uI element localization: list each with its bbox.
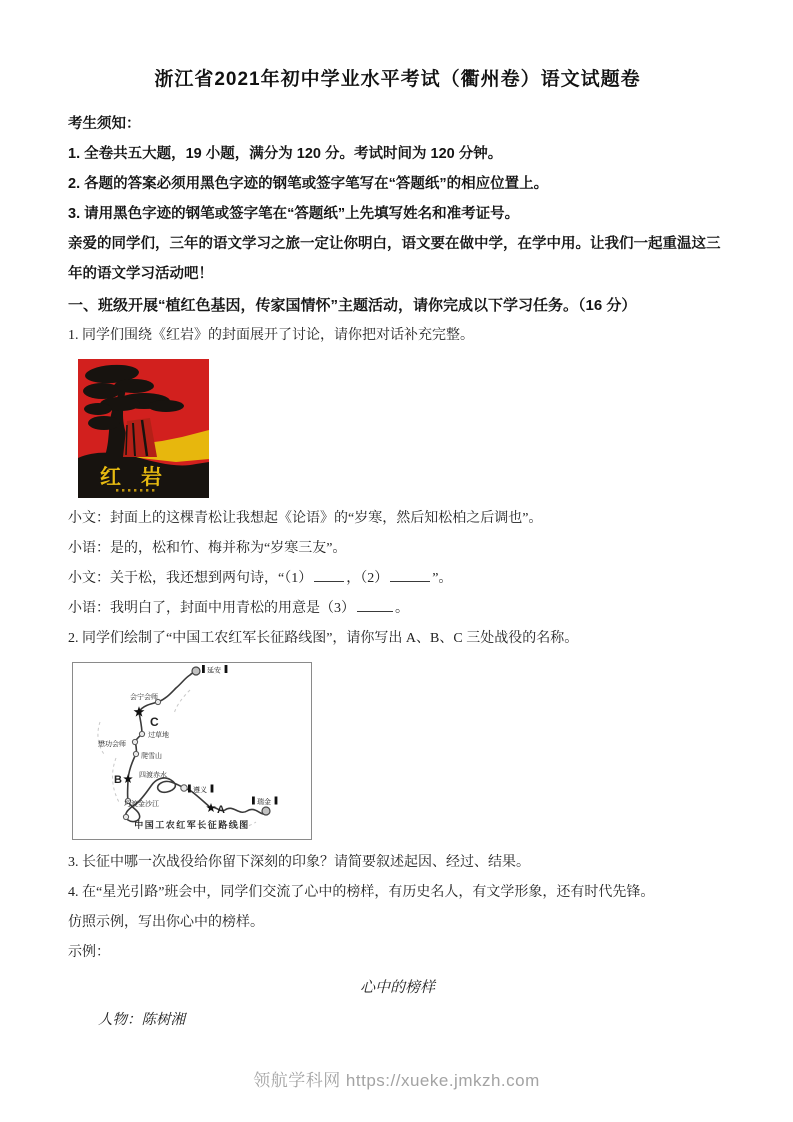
marker-letter-a: A: [217, 804, 225, 816]
yanan-label-text: 延安: [207, 667, 221, 675]
zunyi-label-text: 遵义: [193, 787, 207, 794]
maogong-label: 懋功会师: [98, 741, 126, 748]
example-title: 心中的榜样: [359, 980, 435, 996]
watermark-footer: 领航学科网 https://xueke.jmkzh.com: [253, 1071, 540, 1090]
page-title: 浙江省2021年初中学业水平考试（衢州卷）语文试题卷: [154, 69, 641, 90]
dialogue-line-2: 小语：是的，松和竹、梅并称为“岁寒三友”。: [68, 541, 347, 556]
answer-blank-2: [390, 568, 430, 582]
qiaodu-label: 巧渡金沙江: [124, 801, 159, 808]
question-1: 1. 同学们围绕《红岩》的封面展开了讨论，请你把对话补充完整。: [68, 328, 474, 343]
notice-item-2: 2. 各题的答案必须用黑色字迹的钢笔或签字笔写在“答题纸”的相应位置上。: [68, 176, 549, 192]
book-cover-art: [78, 359, 209, 498]
example-person: 人物：陈树湘: [98, 1012, 185, 1028]
section-1-heading: 一、班级开展“植红色基因，传家国情怀”主题活动，请你完成以下学习任务。（16 分）: [68, 297, 637, 314]
dialogue-4-text-a: 小语：我明白了，封面中用青松的用意是（3）: [68, 601, 355, 616]
map-caption: 中国工农红军长征路线图: [134, 820, 250, 830]
question-4: 4. 在“星光引路”班会中，同学们交流了心中的榜样，有历史名人，有文学形象，还有时代先锋。: [68, 885, 655, 900]
hongyan-book-cover-image: [78, 359, 727, 498]
guocaodi-label: 过草地: [148, 732, 169, 739]
answer-blank-3: [357, 598, 393, 612]
dialogue-4-text-b: 。: [395, 601, 409, 616]
answer-blank-1: [314, 568, 344, 582]
dialogue-line-3: [68, 564, 727, 594]
sidu-label: 四渡赤水: [139, 772, 167, 779]
question-4-continued: 仿照示例，写出你心中的榜样。: [68, 915, 264, 930]
question-3: 3. 长征中哪一次战役给你留下深刻的印象？请简要叙述起因、经过、结果。: [68, 855, 530, 870]
question-2: 2. 同学们绘制了“中国工农红军长征路线图”，请你写出 A、B、C 三处战役的名称。: [68, 631, 579, 646]
notice-message: 亲爱的同学们，三年的语文学习之旅一定让你明白，语文要在做中学，在学中用。让我们一起重温这三年的语文学习活动吧！: [68, 236, 721, 282]
notice-item-3: 3. 请用黑色字迹的钢笔或签字笔在“答题纸”上先填写姓名和准考证号。: [68, 206, 520, 222]
long-march-route-map-image: [72, 662, 727, 840]
huining-label: 会宁会师: [130, 694, 158, 701]
notice-item-1: 1. 全卷共五大题，19 小题，满分为 120 分。考试时间为 120 分钟。: [68, 146, 503, 162]
cover-title-char-1: 红: [100, 465, 121, 489]
dialogue-line-1: 小文：封面上的这棵青松让我想起《论语》的“岁寒，然后知松柏之后调也”。: [68, 511, 543, 526]
dialogue-3-text-c: ”。: [432, 571, 453, 586]
ruijin-label-text: 瑞金: [257, 799, 271, 806]
dialogue-3-text-b: ，（2）: [346, 571, 389, 586]
notice-heading: 考生须知：: [68, 116, 141, 132]
cover-title-char-2: 岩: [141, 465, 162, 489]
route-map-art: [72, 662, 312, 840]
dialogue-3-text-a: 小文：关于松，我还想到两句诗，“（1）: [68, 571, 313, 586]
dialogue-line-4: [68, 594, 727, 624]
marker-letter-c: C: [150, 715, 159, 729]
paxueshan-label: 爬雪山: [141, 753, 162, 760]
marker-letter-b: B: [114, 774, 122, 786]
example-label: 示例：: [68, 945, 110, 960]
